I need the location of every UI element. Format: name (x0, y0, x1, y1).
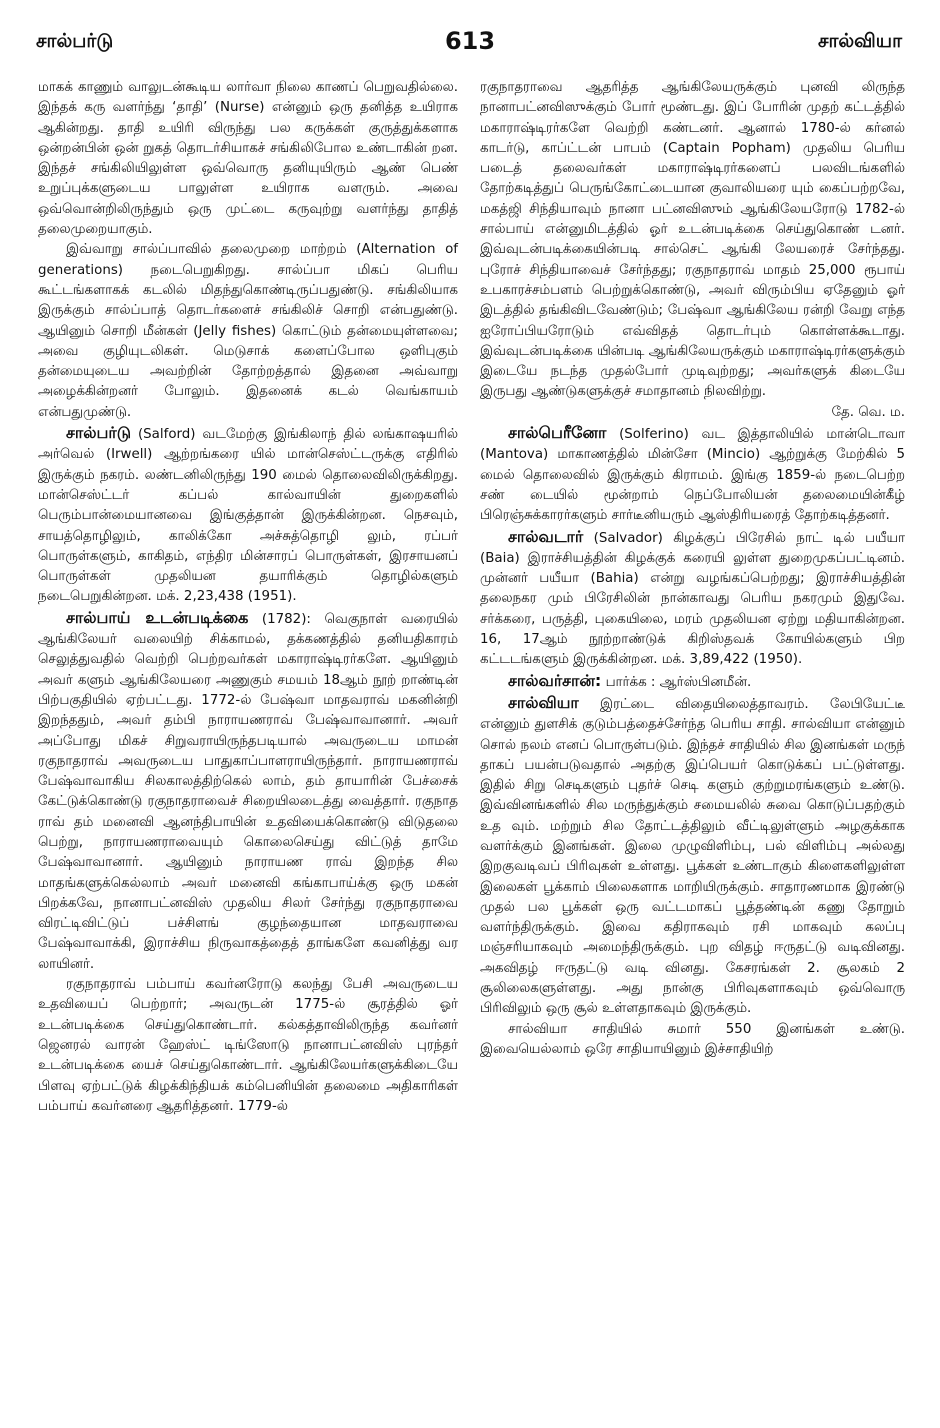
right-column (480, 78, 905, 1060)
page-number: 613 (444, 27, 496, 55)
headword-solferino: சால்பெரீனோ (508, 423, 607, 443)
headword-salvador: சால்வடார் (508, 526, 584, 546)
author-initials: தே. வெ. ம. (831, 404, 905, 420)
paragraph-salpa-continued: மாகக் காணும் வாலுடன்கூடிய லார்வா நிலை காணப் பெறுவதில்லை. இந்தக் கரு வளர்ந்து ‘தாதி’ (Nurse) என்னும் ஒரு தனித்த உயிராக ஆகின்றது. தாதி உயிரி விருந்து பல கருக்கள் குருத்துக்களாக ஒன்றன்பின் ஒன் றுகத் தொடர்சியாகச் சங்கிலிபோல உண்டாகின் றன. இந்தச் சங்கிலியிலுள்ள ஒவ்வொரு தனியுயிரும் ஆண் பெண் உறுப்புக்களுடைய பாலுள்ள உயிராக வளரும். அவை ஒவ்வொன்றிலிருந்தும் ஒரு முட்டை கருவுற்று வளர்ந்து தாதித் தலைமுறையாகும். (38, 80, 458, 238)
entry-salford (38, 423, 458, 608)
headword-salbai-treaty: சால்பாய் உடன்படிக்கை (66, 607, 249, 627)
entry-salbai-treaty (38, 608, 458, 975)
entry-solferino-body: (Solferino) வட இத்தாலியில் மான்டொவா (Mantova) மாகாணத்தில் மின்சோ (Mincio) ஆற்றுக்கு மேற்கில் 5 மைல் தொலைவில் இருக்கும் கிராமம். இங்கு 1859-ல் நடைபெற்ற சண் டையில் மூன்றாம் நெப்போலியன் தலைமையின்கீழ் பிரெஞ்சுக்காரர்களும் சார்டீனியரும் ஆஸ்திரியரைத் தோற்கடித்தனர். (480, 427, 905, 524)
entry-salvarsan (480, 671, 905, 693)
paragraph-alternation-of-generations: இவ்வாறு சால்ப்பாவில் தலைமுறை மாற்றம் (Alternation of generations) நடைபெறுகிறது. சால்ப்பா மிகப் பெரிய கூட்டங்களாகக் கடலில் மிதந்துகொண்டிருப்பதுண்டு. சங்கிலியாக இருக்கும் சால்ப்பாத் தொடர்களைச் சங்கிலிச் சொறி என்பதுண்டு. ஆயினும் சொறி மீன்கள் (Jelly fishes) கொட்டும் தன்மையுள்ளவை; அவை குழியுடலிகள். மெடுசாக் களைப்போல ஒளிபுகும் தன்மையுடைய அவற்றின் தோற்றத்தால் இதனை அவ்வாறு அழைக்கின்றனர் போலும். இதனைக் கடல் வெங்காயம் என்பதுமுண்டு. (38, 242, 458, 420)
running-head-right: சால்வியா (817, 30, 902, 52)
running-head-left: சால்பர்டு (36, 30, 114, 52)
entry-salbai-treaty-body: (1782): வெகுநாள் வரையில் ஆங்கிலேயர் வலையிற் சிக்காமல், தக்கணத்தில் தனியதிகாரம் செலுத்துவதில் வெற்றி பெற்றவர்கள் மகாராஷ்டிரர்களே. ஆயினும் அவர் களும் ஆங்கிலேயரை அணுகும் சமயம் 18ஆம் நூற் றாண்டின் பிற்பகுதியில் ஏற்பட்டது. 1772-ல் பேஷ்வா மாதவராவ் மகனின்றி இறந்ததும், அவர் தம்பி நாராயணராவ் பேஷ்வாவானார். அவர் அப்போது மிகச் சிறுவராயிருந்தபடியால் அவருடைய மாமன் ரகுநாதராவ் அவருடைய பாதுகாப்பாளராயிருந்தார். நாராயணராவ் பேஷ்வாவாகிய சிலகாலத்திற்கெல் லாம், தம் தாயாரின் பேச்சைக் கேட்டுக்கொண்டு ரகுநாதராவைச் சிறையிலடைத்து வைத்தார். ரகுநாத ராவ் தம் மனைவி ஆனந்திபாயின் உதவியைக்கொண்டு விடுதலை பெற்று, நாராயணராவையும் கொலைசெய்து விட்டுத் தாமே பேஷ்வாவானார். ஆயினும் நாராயண ராவ் இறந்த சில மாதங்களுக்கெல்லாம் அவர் மனைவி கங்காபாய்க்கு ஒரு மகன் பிறக்கவே, நானாபட்னவிஸ் முதலிய சிலர் சேர்ந்து ரகுநாதராவை விரட்டிவிட்டுப் பச்சிளங் குழந்தையான மாதவராவை பேஷ்வாவாக்கி, இராச்சிய நிருவாகத்தைத் தாங்களே கவனித்து வர லாயினர். (38, 611, 458, 972)
entry-salvia-body: இரட்டை விதையிலைத்தாவரம். லேபியேட்டீ என்னும் துளசிக் குடும்பத்தைச்சேர்ந்த பெரிய சாதி. சால்வியா என்னும் சொல் நலம் எனப் பொருள்படும். இந்தச் சாதியில் சில இனங்கள் மருந் தாகப் பயன்படுவதால் அதற்கு இப்பெயர் கொடுக்கப் பட்டுள்ளது. இதில் சிறு செடிகளும் புதர்ச் செடி களும் குற்றுமரங்களும் உண்டு. இவ்வினங்களில் சில மருந்துக்கும் சமையலில் சுவை கொடுப்பதற்கும் உத வும். மற்றும் சில தோட்டத்திலும் வீட்டிலுள்ளும் அழகுக்காக வளர்க்கும் இனங்கள். இலை முழுவிளிம்பு, பல் விளிம்பு அல்லது இறகுவடிவப் பிரிவுகள் உள்ளது. பூக்கள் உண்டாகும் கிளைகளிலுள்ள இலைகள் பூக்காம் பிலைகளாக மாறியிருக்கும். சாதாரணமாக இரண்டு முதல் பல பூக்கள் ஒரு வட்டமாகப் பூத்தண்டின் கணு தோறும் வளர்ந்திருக்கும். இவை கதிராகவும் ரசி மாகவும் கலப்பு மஞ்சரியாகவும் அமைந்திருக்கும். புற விதழ் ஈருதட்டு வடிவினது. அகவிதழ் ஈருதட்டு வடி வினது. கேசரங்கள் 2. சூலகம் 2 சூலிலைகளுள்ளது. அது நான்கு பிரிவுகளாகவும் ஒவ்வொரு பிரிவிலும் ஒரு சூல் உள்ளதாகவும் இருக்கும். (480, 696, 905, 1017)
entry-salford-body: (Salford) வடமேற்கு இங்கிலாந் தில் லங்காஷயரில் அர்வெல் (Irwell) ஆற்றங்கரை யில் மான்செஸ்ட்டருக்கு எதிரில் இருக்கும் நகரம். லண்டனிலிருந்து 190 மைல் தொலைவிலிருக்கிறது. மான்செஸ்ட்டர் கப்பல் கால்வாயின் துறைகளில் பெரும்பான்மையானவை இங்குத்தான் இருக்கின்றன. நெசவும், சாயத்தொழிலும், காலிக்கோ அச்சுத்தொழி லும், ரப்பர் பொருள்களும், காகிதம், எந்திர மின்சாரப் பொருள்கள், இரசாயனப் பொருள்கள் முதலியன தயாரிக்கும் தொழில்களும் நடைபெறுகின்றன. மக். 2,23,438 (1951). (38, 427, 458, 605)
entry-salvador-body: (Salvador) கிழக்குப் பிரேசில் நாட் டில் பயீயா (Baia) இராச்சியத்தின் கிழக்குக் கரையி லுள்ள துறைமுகப்பட்டினம். முன்னர் பயீயா (Bahia) என்று வழங்கப்பெற்றது; இராச்சியத்தின் தலைநகர மும் பிரேசிலின் நான்காவது பெரிய நகரமும் இதுவே. சர்க்கரை, பருத்தி, புகையிலை, மரம் முதலியன ஏற்று மதியாகின்றன. 16, 17ஆம் நூற்றாண்டுக் கிறிஸ்தவக் கோயில்களும் பிற கட்டடங்களும் இருக்கின்றன. மக். 3,89,422 (1950). (480, 530, 906, 668)
headword-salford: சால்பர்டு (66, 423, 132, 443)
headword-salvia: சால்வியா (508, 692, 579, 712)
paragraph-salbai-continued: ரகுநாதராவை ஆதரித்த ஆங்கிலேயருக்கும் புனவி லிருந்த நானாபட்னவிஸுக்கும் போர் மூண்டது. இப் போரின் முதற் கட்டத்தில் மகாராஷ்டிரர்களே வெற்றி கண்டனர். ஆனால் 1780-ல் கர்னல் காடர்டு, காப்ட்டன் பாபம் (Captain Popham) முதலிய பெரிய படைத் தலைவர்கள் மகாராஷ்டிரர்களைப் பலவிடங்களில் தோற்கடித்துப் பெருங்கோட்டையான குவாலியரை யும் கைப்பற்றவே, மகத்ஜி சிந்தியாவும் நானா பட்னவிஸும் ஆங்கிலேயரோடு 1782-ல் சால்பாய் என்னுமிடத்தில் ஓர் உடன்படிக்கை செய்துகொண் டனர். இவ்வுடன்படிக்கையின்படி சால்செட் ஆங்கி லேயரைச் சேர்ந்தது. புரோச் சிந்தியாவைச் சேர்ந்தது; ரகுநாதராவ் மாதம் 25,000 ரூபாய் உபகாரச்சம்பளம் பெற்றுக்கொண்டு, அவர் விரும்பிய ஏதேனும் ஓர் இடத்தில் தங்கிவிடவேண்டும்; பேஷ்வா ஆங்கிலேய ரன்றி வேறு எந்த ஐரோப்பியரோடும் எவ்விதத் தொடர்பும் கொள்ளக்கூடாது. இவ்வுடன்படிக்கை யின்படி ஆங்கிலேயருக்கும் மகாராஷ்டிரர்களுக்கும் இடையே நடந்த முதல்போர் முடிவுற்றது; அவர்களுக் கிடையே இருபது ஆண்டுகளுக்குச் சமாதானம் நிலவிற்று. (480, 80, 905, 400)
entry-salvia (480, 693, 905, 1020)
entry-salvador (480, 527, 905, 671)
paragraph-salvia-species: சால்வியா சாதியில் சுமார் 550 இனங்கள் உண்டு. இவையெல்லாம் ஒரே சாதியாயினும் இச்சாதியிற் (480, 1021, 905, 1057)
headword-salvarsan: சால்வர்சான்: (508, 670, 602, 690)
entry-salvarsan-body: பார்க்க : ஆர்ஸ்பினமீன். (601, 674, 752, 690)
paragraph-raghunathrao: ரகுநாதராவ் பம்பாய் கவர்னரோடு கலந்து பேசி அவருடைய உதவியைப் பெற்றார்; அவருடன் 1775-ல் சூரத்தில் ஓர் உடன்படிக்கை செய்துகொண்டார். கல்கத்தாவிலிருந்த கவர்னர் ஜெனரல் வாரன் ஹேஸ்ட் டிங்ஸோடு நானாபட்னவிஸ் புரந்தர் உடன்படிக்கை யைச் செய்துகொண்டார். ஆங்கிலேயர்களுக்கிடையே பிளவு ஏற்பட்டுக் கிழக்கிந்தியக் கம்பெனியின் தலைமை அதிகாரிகள் பம்பாய் கவர்னரை ஆதரித்தனர். 1779-ல் (38, 977, 458, 1114)
entry-solferino (480, 423, 905, 526)
left-column (38, 78, 458, 1117)
